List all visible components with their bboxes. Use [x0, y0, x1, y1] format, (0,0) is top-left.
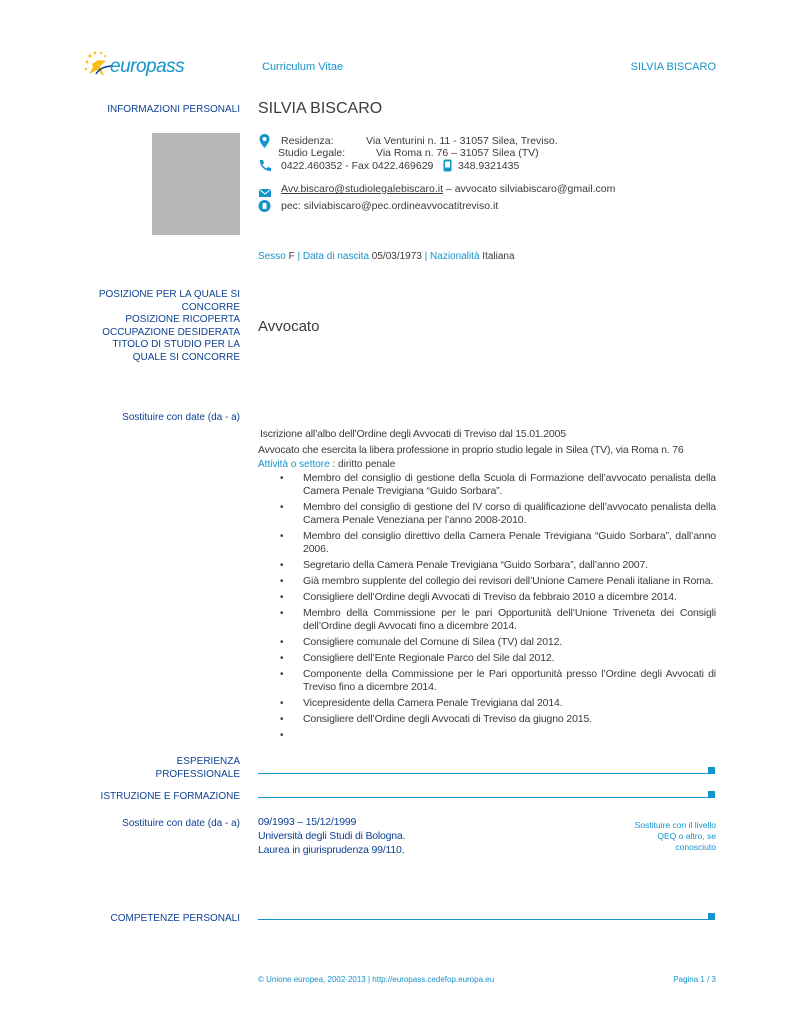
list-item: • Già membro supplente del collegio dei revisori dell’Unione Camere Penali italiane in Roma. — [258, 575, 716, 588]
skills-section-label: COMPETENZE PERSONALI — [110, 913, 240, 924]
list-item: • Componente della Commissione per le Pari opportunità presso l’Ordine degli Avvocati di Treviso fino a dicembre 2014. — [258, 668, 716, 694]
experience-section-line: PROFESSIONALE — [155, 768, 240, 780]
position-label-line: CONCORRE — [181, 301, 240, 313]
dob-value: 05/03/1973 — [371, 251, 422, 262]
cv-name: SILVIA BISCARO — [258, 100, 383, 117]
header-name: SILVIA BISCARO — [630, 61, 716, 73]
experience-date-label: Sostituire con date (da - a) — [122, 412, 240, 423]
education-degree: Laurea in giurisprudenza 99/110. — [258, 844, 405, 856]
education-level-line: QEQ o altro, se — [657, 831, 716, 841]
education-section-label: ISTRUZIONE E FORMAZIONE — [100, 791, 240, 802]
email-line — [281, 183, 615, 195]
logo-text: europass — [110, 56, 185, 77]
education-level — [616, 820, 716, 853]
experience-section-label — [60, 756, 240, 781]
sex-label: Sesso — [258, 251, 286, 262]
studio-label: Studio Legale: — [278, 147, 346, 159]
footer-copyright: © Unione europea, 2002-2013 | http://europass.cedefop.europa.eu — [258, 975, 495, 984]
pec-value: pec: silviabiscaro@pec.ordineavvocatitreviso.it — [281, 200, 499, 212]
position-label-line: OCCUPAZIONE DESIDERATA — [102, 326, 240, 338]
section-divider — [258, 797, 708, 798]
photo-placeholder — [152, 133, 240, 235]
list-item — [258, 729, 716, 742]
education-institution: Università degli Studi di Bologna. — [258, 830, 406, 842]
nationality-value: Italiana — [482, 251, 515, 262]
location-pin-icon — [259, 134, 270, 153]
studio-value: Via Roma n. 76 – 31057 Silea (TV) — [376, 147, 539, 159]
list-item: • Consigliere comunale del Comune di Silea (TV) dal 2012. — [258, 636, 716, 649]
education-date-label: Sostituire con date (da - a) — [122, 818, 240, 829]
email-rest: – avvocato silviabiscaro@gmail.com — [443, 183, 616, 195]
nationality-label: Nazionalità — [430, 251, 480, 262]
section-divider — [258, 919, 708, 920]
footer-page: Pagina 1 / 3 — [673, 975, 716, 984]
phone-value: 0422.460352 - Fax 0422.469629 — [281, 160, 434, 172]
mobile-value: 348.9321435 — [458, 160, 520, 172]
experience-line-1: Iscrizione all’albo dell’Ordine degli Avvocati di Treviso dal 15.01.2005 — [260, 428, 566, 440]
doc-type: Curriculum Vitae — [262, 61, 344, 73]
residence-label: Residenza: — [281, 135, 334, 147]
experience-section-line: ESPERIENZA — [176, 756, 240, 767]
list-item: • Consigliere dell’Ordine degli Avvocati di Treviso da giugno 2015. — [258, 713, 716, 726]
experience-line-2: Avvocato che esercita la libera professione in proprio studio legale in Silea (TV), via Roma n. 76 — [258, 444, 684, 456]
position-value: Avvocato — [258, 318, 320, 335]
position-label-line: POSIZIONE RICOPERTA — [125, 314, 240, 325]
education-dates: 09/1993 – 15/12/1999 — [258, 816, 357, 828]
pec-icon — [258, 199, 271, 218]
list-item: • Segretario della Camera Penale Trevigiana “Guido Sorbara”, dall’anno 2007. — [258, 559, 716, 572]
personal-details-line — [258, 251, 515, 262]
separator: | — [297, 251, 301, 262]
section-marker — [708, 791, 715, 798]
list-item: • Membro del consiglio di gestione della Scuola di Formazione dell’avvocato penalista della Camera Penale Trevigiana “Guido Sorbara”. — [258, 472, 716, 498]
sector-line — [258, 459, 395, 470]
section-divider — [258, 773, 708, 774]
phone-icon — [258, 159, 271, 177]
dob-label: Data di nascita — [302, 251, 370, 262]
personal-info-label: INFORMAZIONI PERSONALI — [107, 104, 240, 115]
residence-value: Via Venturini n. 11 - 31057 Silea, Treviso. — [366, 135, 558, 147]
list-item: • Membro della Commissione per le pari Opportunità dell’Unione Triveneta dei Consigli dell’Ordine degli Avvocati fino a dicembre 2014. — [258, 607, 716, 633]
list-item: • Membro del consiglio direttivo della Camera Penale Trevigiana “Guido Sorbara”, dall’anno 2006. — [258, 530, 716, 556]
separator: | — [424, 251, 428, 262]
mobile-phone-icon — [443, 159, 452, 177]
position-label — [60, 289, 240, 364]
list-item: • Consigliere dell’Ente Regionale Parco del Sile dal 2012. — [258, 652, 716, 665]
section-marker — [708, 913, 715, 920]
section-marker — [708, 767, 715, 774]
education-level-line: conosciuto — [675, 842, 716, 852]
email-link[interactable]: Avv.biscaro@studiolegalebiscaro.it — [281, 183, 444, 195]
position-label-line: TITOLO DI STUDIO PER LA — [112, 339, 240, 350]
position-label-line: QUALE SI CONCORRE — [132, 351, 240, 363]
europass-logo — [84, 50, 194, 84]
education-details — [258, 815, 405, 857]
experience-bullets — [258, 472, 716, 745]
education-level-line: Sostituire con il livello — [634, 820, 716, 830]
sector-value: : diritto penale — [329, 459, 396, 470]
position-label-line: POSIZIONE PER LA QUALE SI — [98, 289, 240, 300]
sex-value: F — [288, 251, 295, 262]
sector-label: Attività o settore — [258, 459, 330, 470]
list-item: • Membro del consiglio di gestione del IV corso di qualificazione dell’avvocato penalista della Camera Penale Veneziana per l’anno 2008-2010. — [258, 501, 716, 527]
list-item: • Vicepresidente della Camera Penale Trevigiana dal 2014. — [258, 697, 716, 710]
list-item: • Consigliere dell’Ordine degli Avvocati di Treviso da febbraio 2010 a dicembre 2014. — [258, 591, 716, 604]
